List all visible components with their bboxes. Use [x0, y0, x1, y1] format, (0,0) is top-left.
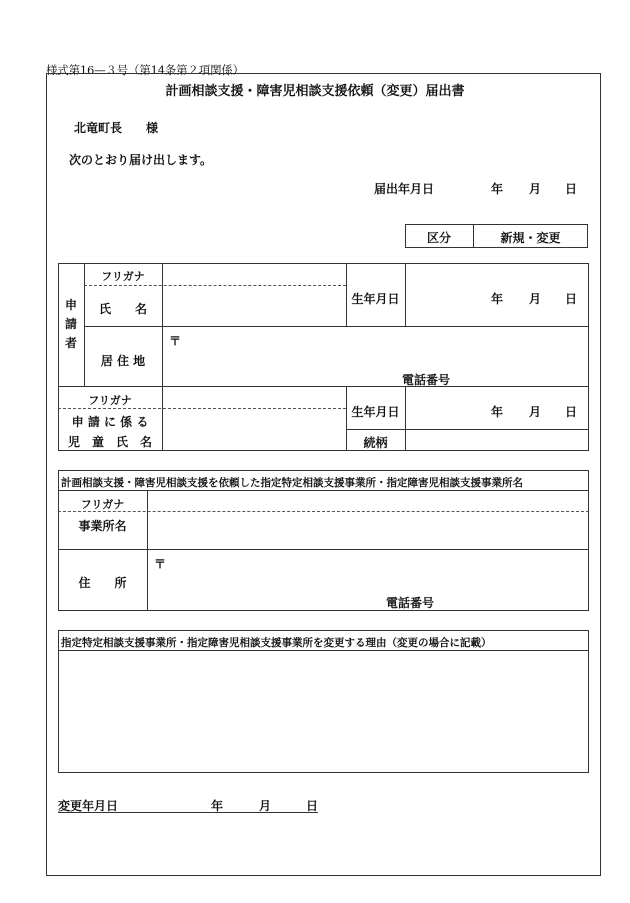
office-name-label: 事業所名	[78, 519, 127, 533]
submission-date-day: 日	[565, 182, 578, 196]
submission-date-month: 月	[529, 182, 542, 196]
applicant-phone-label: 電話番号	[402, 373, 451, 387]
reason-box	[58, 630, 589, 773]
submission-date-label: 届出年月日	[374, 182, 435, 196]
child-birth-year: 年	[491, 405, 504, 419]
office-header: 計画相談支援・障害児相談支援を依頼した指定特定相談支援事業所・指定障害児相談支援事業所名	[61, 477, 523, 489]
change-date-month: 月	[259, 799, 272, 813]
applicant-name-label: 氏 名	[98, 302, 147, 316]
birth-col-divider-2	[405, 263, 406, 326]
applicant-row-bottom	[58, 386, 589, 387]
category-label: 区分	[426, 231, 451, 245]
name-row-bottom	[84, 326, 589, 327]
applicant-birth-year: 年	[491, 292, 504, 306]
addressee: 北竜町長 様	[74, 121, 159, 135]
submission-date-year: 年	[491, 182, 504, 196]
form-title: 計画相談支援・障害児相談支援依頼（変更）届出書	[165, 84, 465, 99]
child-birthdate-label: 生年月日	[351, 405, 400, 419]
office-name-row-bottom	[58, 549, 589, 550]
furigana-divider	[84, 285, 346, 286]
reason-header: 指定特定相談支援事業所・指定障害児相談支援事業所を変更する理由（変更の場合に記載）	[61, 637, 492, 649]
office-postal-mark: 〒	[154, 557, 167, 571]
intro-text: 次のとおり届け出します。	[69, 153, 213, 167]
applicant-section-label: 申請者	[64, 298, 77, 350]
change-date-year: 年	[211, 799, 224, 813]
change-date-label: 変更年月日	[58, 799, 119, 813]
reason-header-divider	[58, 650, 589, 651]
label-column-divider	[162, 263, 163, 451]
child-relation-label: 続柄	[363, 436, 388, 450]
child-birth-day: 日	[565, 405, 578, 419]
change-date-underline	[58, 812, 318, 813]
office-header-divider	[58, 490, 589, 491]
office-address-label: 住 所	[78, 576, 127, 590]
child-birth-col-divider-2	[405, 386, 406, 451]
applicant-birthdate-label: 生年月日	[351, 292, 400, 306]
form-code: 様式第16—３号（第14条第２項関係）	[46, 63, 244, 77]
office-label-divider	[147, 490, 148, 611]
applicant-birth-month: 月	[529, 292, 542, 306]
office-furigana-label: フリガナ	[80, 498, 125, 511]
category-value: 新規・変更	[500, 231, 561, 245]
child-birth-month: 月	[529, 405, 542, 419]
applicant-birth-day: 日	[565, 292, 578, 306]
child-name-label-line2: 児 童 氏 名	[67, 435, 152, 449]
applicant-postal-mark: 〒	[169, 334, 182, 348]
child-furigana-label: フリガナ	[88, 394, 132, 407]
applicant-furigana-label: フリガナ	[101, 270, 145, 283]
relation-row-top	[346, 429, 589, 430]
child-name-label-line1: 申 請 に 係 る	[71, 415, 149, 429]
applicant-address-label: 居 住 地	[100, 354, 146, 368]
child-furigana-divider	[58, 408, 346, 409]
change-date-day: 日	[306, 799, 319, 813]
office-phone-label: 電話番号	[386, 596, 435, 610]
